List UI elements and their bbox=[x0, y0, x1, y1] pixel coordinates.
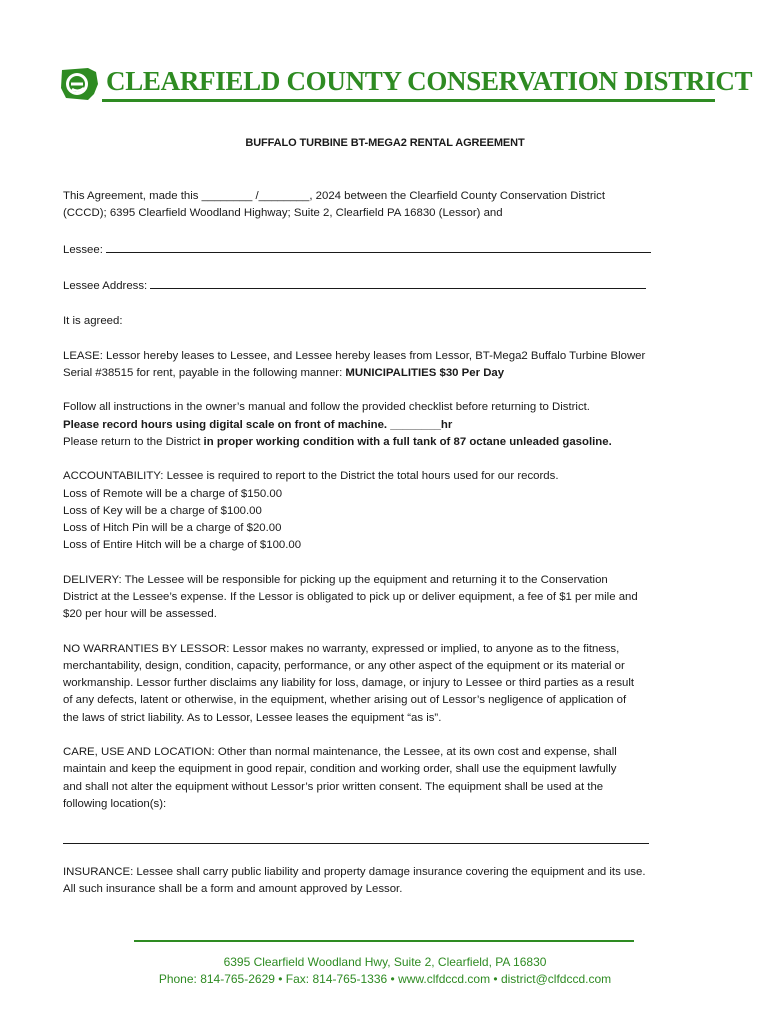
footer-contact: Phone: 814-765-2629 • Fax: 814-765-1336 • www.clfdccd.com • district@clfdccd.com bbox=[158, 972, 612, 986]
delivery-paragraph bbox=[63, 572, 711, 624]
insurance-line: All such insurance shall be a form and amount approved by Lessor. bbox=[63, 883, 403, 896]
lease-text: Serial #38515 for rent, payable in the following manner: bbox=[63, 366, 346, 379]
delivery-line: $20 per hour will be assessed. bbox=[63, 608, 217, 621]
lease-line: LEASE: Lessor hereby leases to Lessee, and Lessee hereby leases from Lessor, BT-Mega2 Buffalo Turbine Blower bbox=[63, 349, 646, 362]
lease-paragraph bbox=[63, 348, 711, 382]
charge-item: Loss of Hitch Pin will be a charge of $20.00 bbox=[63, 521, 282, 534]
insurance-line: INSURANCE: Lessee shall carry public liability and property damage insurance covering the equipment and its use. bbox=[63, 866, 646, 878]
instructions-paragraph bbox=[63, 399, 711, 451]
lessee-label: Lessee: bbox=[63, 243, 103, 256]
lessee-address-blank[interactable] bbox=[150, 276, 646, 289]
return-line bbox=[63, 434, 711, 451]
delivery-line: District at the Lessee’s expense. If the Lessor is obligated to pick up or deliver equipment, a fee of $1 per mile and bbox=[63, 590, 638, 603]
agreed-line: It is agreed: bbox=[63, 314, 123, 327]
care-line: CARE, USE AND LOCATION: Other than normal maintenance, the Lessee, at its own cost and expense, shall bbox=[63, 746, 617, 759]
document-title: BUFFALO TURBINE BT-MEGA2 RENTAL AGREEMENT bbox=[245, 137, 525, 149]
return-condition: in proper working condition with a full tank of 87 octane unleaded gasoline. bbox=[203, 435, 612, 448]
accountability-line: ACCOUNTABILITY: Lessee is required to report to the District the total hours used for our records. bbox=[63, 470, 559, 483]
org-name: CLEARFIELD COUNTY CONSERVATION DISTRICT bbox=[106, 66, 753, 96]
warranties-line: NO WARRANTIES BY LESSOR: Lessor makes no warranty, expressed or implied, to anyone as to the fitness, bbox=[63, 642, 620, 655]
warranties-line: of any defects, latent or otherwise, in the equipment, whether arising out of Lessor’s negligence of application of bbox=[63, 694, 627, 707]
charge-item: Loss of Remote will be a charge of $150.00 bbox=[63, 487, 283, 500]
intro-line: This Agreement, made this ________ /________, 2024 between the Clearfield County Conservation District bbox=[63, 190, 606, 202]
care-paragraph bbox=[63, 744, 711, 813]
lessee-address-field bbox=[63, 276, 711, 295]
delivery-line: DELIVERY: The Lessee will be responsible for picking up the equipment and returning it to the Conservation bbox=[63, 573, 608, 586]
warranties-line: the laws of strict liability. As to Lessor, Lessee leases the equipment “as is”. bbox=[63, 711, 442, 724]
record-hours-line: Please record hours using digital scale on front of machine. ________hr bbox=[63, 418, 453, 431]
insurance-paragraph bbox=[63, 864, 711, 898]
warranties-line: merchantability, design, condition, capacity, performance, or any other aspect of the equipment or its material or bbox=[63, 659, 625, 672]
header-rule bbox=[102, 99, 715, 102]
location-blank[interactable] bbox=[63, 843, 649, 844]
footer-rule bbox=[134, 940, 634, 942]
intro-paragraph bbox=[63, 188, 711, 222]
district-logo-icon bbox=[58, 64, 100, 102]
lease-rate: MUNICIPALITIES $30 Per Day bbox=[345, 366, 505, 379]
lessee-field bbox=[63, 240, 711, 259]
charge-item: Loss of Key will be a charge of $100.00 bbox=[63, 504, 262, 517]
instructions-line: Follow all instructions in the owner’s manual and follow the provided checklist before returning to District. bbox=[63, 401, 590, 414]
letterhead bbox=[58, 62, 753, 106]
intro-line: (CCCD); 6395 Clearfield Woodland Highway; Suite 2, Clearfield PA 16830 (Lessor) and bbox=[63, 207, 503, 220]
lease-line bbox=[63, 365, 711, 382]
lessee-address-label: Lessee Address: bbox=[63, 280, 148, 293]
return-text: Please return to the District bbox=[63, 435, 204, 448]
charge-item: Loss of Entire Hitch will be a charge of $100.00 bbox=[63, 539, 302, 552]
care-line: following location(s): bbox=[63, 797, 167, 810]
warranties-paragraph bbox=[63, 641, 711, 727]
care-line: and shall not alter the equipment without Lessor’s prior written consent. The equipment shall be used at the bbox=[63, 780, 604, 793]
warranties-line: workmanship. Lessor further disclaims any liability for loss, damage, or injury to Lessee or third parties as a result bbox=[63, 677, 635, 690]
agreement-body bbox=[63, 188, 711, 830]
footer-address: 6395 Clearfield Woodland Hwy, Suite 2, Clearfield, PA 16830 bbox=[223, 955, 547, 969]
lessee-blank[interactable] bbox=[106, 240, 651, 253]
accountability-paragraph bbox=[63, 468, 711, 554]
care-line: maintain and keep the equipment in good repair, condition and working order, shall use the equipment lawfully bbox=[63, 763, 617, 776]
